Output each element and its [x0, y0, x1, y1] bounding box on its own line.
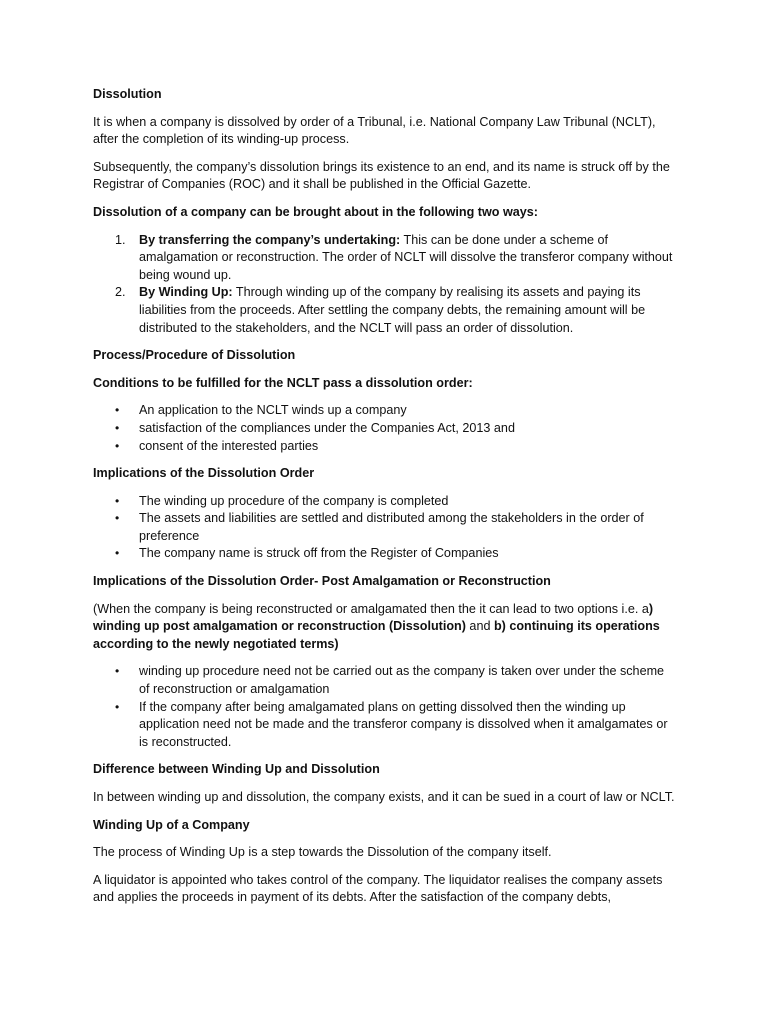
- bullet-icon: •: [115, 511, 120, 526]
- paragraph-text: (When the company is being reconstructed or amalgamated then the it can lead to two options i.e. a: [93, 601, 649, 616]
- paragraph-text: and: [465, 619, 494, 634]
- bullet-icon: •: [115, 664, 120, 679]
- paragraph-difference: In between winding up and dissolution, the company exists, and it can be sued in a court of law or NCLT.: [93, 790, 675, 804]
- numbered-list-two-ways: [93, 232, 676, 338]
- list-item-text: The company name is struck off from the Register of Companies: [139, 546, 499, 561]
- section-heading-difference: Difference between Winding Up and Dissolution: [93, 762, 380, 777]
- section-heading-conditions: Conditions to be fulfilled for the NCLT pass a dissolution order:: [93, 375, 473, 390]
- list-item: [93, 699, 676, 752]
- bullet-icon: •: [115, 420, 120, 435]
- list-item: [93, 510, 676, 545]
- list-item: [93, 663, 676, 698]
- section-heading-dissolution: Dissolution: [93, 87, 162, 101]
- list-item-text: consent of the interested parties: [139, 438, 319, 453]
- list-item: [93, 284, 676, 337]
- list-item-text: An application to the NCLT winds up a company: [139, 403, 407, 418]
- bullet-icon: •: [115, 546, 120, 561]
- list-item-text: If the company after being amalgamated plans on getting dissolved then the winding up application need not be made and the transferor company is dissolved when it amalgamates or is reconstructed.: [139, 699, 668, 749]
- bullet-list-implications: [93, 493, 676, 563]
- list-item-bold-lead: By Winding Up:: [139, 285, 233, 300]
- paragraph-bold-text: b) continuing its operations according to the newly negotiated terms): [93, 619, 660, 651]
- bullet-icon: •: [115, 493, 120, 508]
- list-item: [93, 493, 676, 511]
- list-item-text: The winding up procedure of the company is completed: [139, 493, 449, 508]
- paragraph-bold-text: ) winding up post amalgamation or reconstruction (Dissolution): [93, 601, 654, 634]
- list-item-bold-lead: By transferring the company’s undertaking:: [139, 232, 401, 247]
- list-item-text: The assets and liabilities are settled and distributed among the stakeholders in the order of preference: [139, 511, 644, 543]
- paragraph-dissolution-definition: It is when a company is dissolved by order of a Tribunal, i.e. National Company Law Tribunal (NCLT), after the completion of its winding-up process.: [93, 114, 656, 147]
- bullet-list-post-amalgamation: [93, 663, 676, 751]
- list-number: 1.: [115, 232, 126, 247]
- section-heading-winding-up: Winding Up of a Company: [93, 817, 250, 832]
- list-item: [93, 232, 676, 285]
- bullet-icon: •: [115, 438, 120, 453]
- paragraph-winding-up-step: The process of Winding Up is a step towards the Dissolution of the company itself.: [93, 845, 552, 860]
- list-item-text: This can be done under a scheme of amalgamation or reconstruction. The order of NCLT will dissolve the transferor company without being wound up.: [139, 232, 673, 282]
- bullet-icon: •: [115, 699, 120, 714]
- list-item: [93, 402, 676, 420]
- paragraph-dissolution-effect: Subsequently, the company’s dissolution brings its existence to an end, and its name is struck off by the Registrar of Companies (ROC) and it shall be published in the Official Gazette.: [93, 159, 670, 192]
- section-heading-two-ways: Dissolution of a company can be brought about in the following two ways:: [93, 204, 538, 219]
- bullet-list-conditions: [93, 402, 676, 455]
- paragraph-two-options: [93, 601, 676, 654]
- list-item: [93, 420, 676, 438]
- list-item-text: satisfaction of the compliances under the Companies Act, 2013 and: [139, 420, 515, 435]
- section-heading-implications: Implications of the Dissolution Order: [93, 466, 315, 481]
- list-item-text: winding up procedure need not be carried out as the company is taken over under the scheme of reconstruction or amalgamation: [139, 664, 665, 697]
- section-heading-post-amalgamation: Implications of the Dissolution Order- Post Amalgamation or Reconstruction: [93, 574, 551, 589]
- paragraph-liquidator: A liquidator is appointed who takes control of the company. The liquidator realises the company assets and applies the proceeds in payment of its debts. After the satisfaction of the company debts,: [93, 872, 663, 905]
- section-heading-process: Process/Procedure of Dissolution: [93, 348, 296, 363]
- list-number: 2.: [115, 285, 126, 300]
- bullet-icon: •: [115, 403, 120, 418]
- list-item-text: Through winding up of the company by realising its assets and paying its liabilities from the proceeds. After settling the company debts, the remaining amount will be distributed to the stakeholders, and the NCLT will pass an order of dissolution.: [139, 285, 646, 335]
- list-item: [93, 545, 676, 563]
- list-item: [93, 438, 676, 456]
